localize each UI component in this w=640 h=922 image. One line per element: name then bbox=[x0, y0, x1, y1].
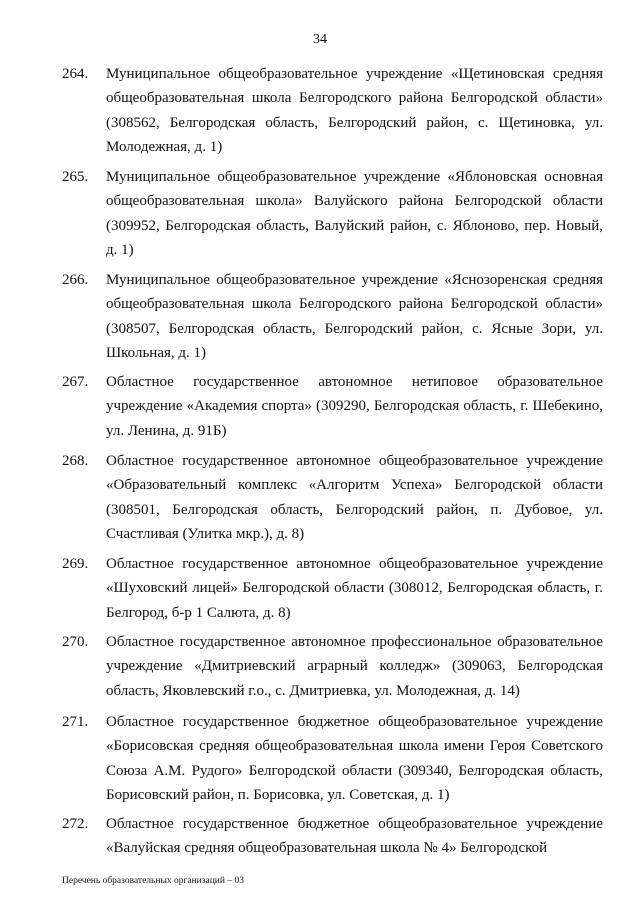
entry-number: 269. bbox=[62, 556, 89, 572]
entry-text: Муниципальное общеобразовательное учреждение «Яблоновская основная общеобразовательная школа» Валуйского района Белгородской области (309952, Белгородская область, Валуйский район, с. Яблоново, пер. Новый, д. 1) bbox=[106, 169, 603, 259]
entry-number: 267. bbox=[62, 374, 89, 390]
entry-text: Областное государственное автономное профессиональное образовательное учреждение «Дмитриевский аграрный колледж» (309063, Белгородская область, Яковлевский г.о., с. Дмитриевка, ул. Молодежная, д. 14) bbox=[106, 634, 603, 699]
entry-text: Муниципальное общеобразовательное учреждение «Щетиновская средняя общеобразовательная школа Белгородского района Белгородской области» (308562, Белгородская область, Белгородский район, с. Щетиновка, ул. Молодежная, д. 1) bbox=[106, 66, 603, 156]
entry-text: Областное государственное автономное общеобразовательное учреждение «Шуховский лицей» Белгородской области (308012, Белгородская область, г. Белгород, б-р 1 Салюта, д. 8) bbox=[106, 556, 603, 621]
entry-number: 264. bbox=[62, 66, 89, 82]
entry-number: 266. bbox=[62, 272, 89, 288]
entry-text: Областное государственное автономное общеобразовательное учреждение «Образовательный комплекс «Алгоритм Успеха» Белгородской области (308501, Белгородская область, Белгородский район, п. Дубовое, ул. Счастливая (Улитка мкр.), д. 8) bbox=[106, 453, 603, 543]
entry-number: 270. bbox=[62, 634, 89, 650]
entry-text: Областное государственное бюджетное общеобразовательное учреждение «Валуйская средняя общеобразовательная школа № 4» Белгородской bbox=[106, 816, 603, 857]
entry-text: Муниципальное общеобразовательное учреждение «Яснозоренская средняя общеобразовательная школа Белгородского района Белгородской области» (308507, Белгородская область, Белгородский район, с. Ясные Зори, ул. Школьная, д. 1) bbox=[106, 272, 603, 362]
page-number: 34 bbox=[313, 32, 327, 47]
entry-text: Областное государственное автономное нетиповое образовательное учреждение «Академия спорта» (309290, Белгородская область, г. Шебекино, ул. Ленина, д. 91Б) bbox=[106, 374, 603, 439]
entry-number: 268. bbox=[62, 453, 89, 469]
entry-text: Областное государственное бюджетное общеобразовательное учреждение «Борисовская средняя общеобразовательная школа имени Героя Советского Союза А.М. Рудого» Белгородской области (309340, Белгородская область, Борисовский район, п. Борисовка, ул. Советская, д. 1) bbox=[106, 714, 603, 804]
entry-number: 272. bbox=[62, 816, 89, 832]
entry-number: 271. bbox=[62, 714, 89, 730]
page-footer: Перечень образовательных организаций – 03 bbox=[62, 876, 244, 886]
entry-number: 265. bbox=[62, 169, 89, 185]
